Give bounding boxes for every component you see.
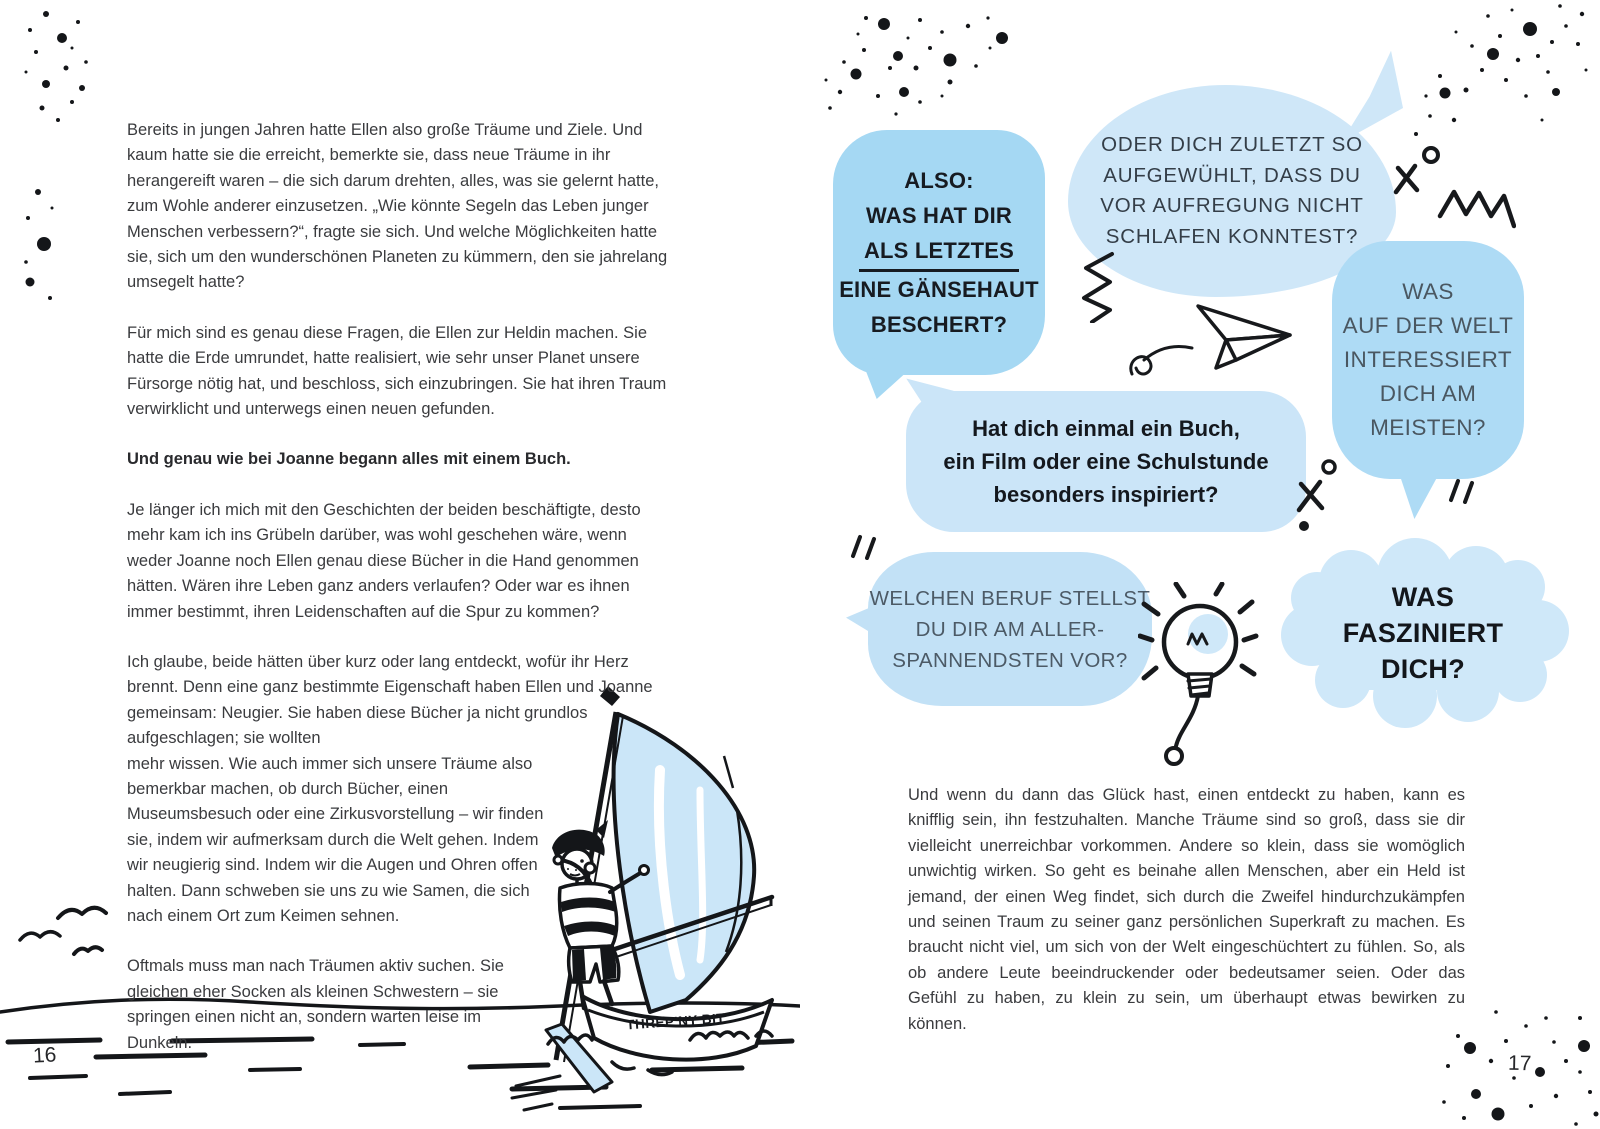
bubble-line: ein Film oder eine Schulstunde [943,449,1269,474]
bubble-line: WAS [1402,279,1454,304]
bubble-line: FASZINIERT [1342,618,1504,648]
right-page-paragraph: Und wenn du dann das Glück hast, einen entdeckt zu haben, kann es knifflig sein, ihn festzuhalten. Manche Träume sind so groß, dass sie dir vielleicht unerreichbar vorkommen. Andere so klein, dass sie womöglich unwichtig wirken. So geht es beinahe allen Menschen, aber ein Held ist jemand, der einen Weg findet, sich durch die Zweifel hindurchzukämpfen und seinen Traum zu seiner ganz persönlichen Superkraft zu machen. Es braucht nicht viel, um sich von der Welt eingeschüchtert zu fühlen. So, als ob andere Leute beeindruckender oder bedeutsamer seien. Oder das Gefühl zu haben, zu klein zu sein, um überhaupt etwas bewirken zu können. [908,786,1465,1033]
bird-icon [58,908,106,918]
paragraph: Je länger ich mich mit den Geschichten der beiden beschäftigte, desto mehr kam ich ins Grübeln darüber, was wohl geschehen wäre, wenn weder Joanne noch Ellen genau diese Bücher in die Hand genommen hätten. Wären ihre Leben ganz anders verlaufen? Oder war es ihnen immer bestimmt, ihren Leidenschaften auf die Spur zu kommen? [127,500,641,621]
paragraph: Ich glaube, beide hätten über kurz oder lang entdeckt, wofür ihr Herz brennt. Denn eine ganz bestimmte Eigenschaft haben Ellen und Joanne gemeinsam: Neugier. Sie haben diese Bücher ja nicht grundlos aufgeschlagen; sie wollten [127,652,653,748]
speech-bubble-profession [868,552,1152,706]
paragraph-bold: Und genau wie bei Joanne begann alles mit einem Buch. [127,450,571,469]
paragraph: Bereits in jungen Jahren hatte Ellen also große Träume und Ziele. Und kaum hatte sie die erreicht, bemerkte sie, dass neue Träume in ihr herangereift waren – die sich darum drehten, alles, was sie gelernt hatte, zum Wohle anderer einzusetzen. „Wie könnte Segeln das Leben junger Menschen verbessern?“, fragte sie sich. Und welche Möglichkeiten hatte sie, sich um den wunderschönen Planeten zu kümmern, den sie jahrelang umsegelt hatte? [127,121,668,292]
bird-icon [74,947,102,954]
bubble-line: SCHLAFEN KONNTEST? [1105,224,1359,248]
speech-bubble-world-interest [1332,241,1524,479]
bubble-line: WAS HAT DIR [865,203,1012,228]
bird-icon [20,932,60,940]
bubble-tail [1396,475,1442,519]
bubble-line: besonders inspiriert? [993,482,1219,507]
zigzag-doodle [1076,248,1121,323]
bubble-line: ALS LETZTES [859,233,1019,272]
paragraph: mehr wissen. Wie auch immer sich unsere Träume also bemerkbar machen, ob durch Bücher, einen Museumsbesuch oder eine Zirkusvorstellung – wir finden sie, indem wir aufmerksam durch die Welt gehen. Indem wir neugierig sind. Indem wir die Augen und Ohren offen halten. Dann schweben sie uns zu wie Samen, die sich nach einem Ort zum Keimen sehnen. [127,754,544,925]
bubble-line: INTERESSIERT [1343,347,1513,372]
bubble-line: WELCHEN BERUF STELLST [869,586,1151,610]
page-number-right: 17 [1507,1051,1532,1076]
ink-dots-decoration [1396,0,1600,150]
left-page-text-column [127,118,672,1081]
bubble-line: VOR AUFREGUNG NICHT [1100,194,1364,217]
bubble-line: DICH AM [1379,381,1477,406]
bubble-line: EINE GÄNSEHAUT [839,277,1039,302]
ink-dots-decoration [800,4,1015,124]
zigzag-doodle [1436,176,1516,238]
speech-bubble-inspired [906,391,1306,532]
ink-dots-decoration [18,178,66,306]
quote-marks-doodle [846,530,880,560]
x-o-doodle [1390,142,1445,197]
speech-bubble-goosebumps [833,130,1045,375]
bubble-line: AUF DER WELT [1342,313,1514,338]
bubble-line: BESCHERT? [870,312,1008,337]
bubble-line: ALSO: [904,168,974,193]
bubble-line: Hat dich einmal ein Buch, [972,416,1240,441]
paragraph: Für mich sind es genau diese Fragen, die Ellen zur Heldin machen. Sie hatte die Erde umrundet, hatte realisiert, wie sehr unser Planet unsere Fürsorge nötig hat, und beschloss, sich einzubringen. Sie hat ihren Traum verwirklicht und unterwegs einen neuen gefunden. [127,323,667,419]
paper-plane-doodle [1120,288,1310,398]
lightbulb-doodle [1138,582,1262,782]
bubble-line: DICH? [1381,654,1465,684]
o-x-o-doodle [1294,456,1349,536]
bubble-line: AUFGEWÜHLT, DASS DU [1103,163,1361,187]
thought-cloud-fascination [1285,548,1561,718]
bubble-line: ODER DICH ZULETZT SO [1101,133,1363,156]
bubble-line: MEISTEN? [1370,415,1486,440]
ink-dots-decoration [16,2,100,134]
bubble-line: WAS [1391,582,1455,612]
page-number-left: 16 [32,1043,57,1068]
bubble-line: SPANNENDSTEN VOR? [892,648,1128,672]
quote-marks-doodle [1444,474,1478,504]
boat-name-label: THREP'NY BIT [625,1010,726,1033]
paragraph: Oftmals muss man nach Träumen aktiv suchen. Sie gleichen eher Socken als kleinen Schwestern – sie springen einen nicht an, sondern warten leise im Dunkeln. [127,957,504,1052]
bubble-line: DU DIR AM ALLER- [915,617,1105,641]
